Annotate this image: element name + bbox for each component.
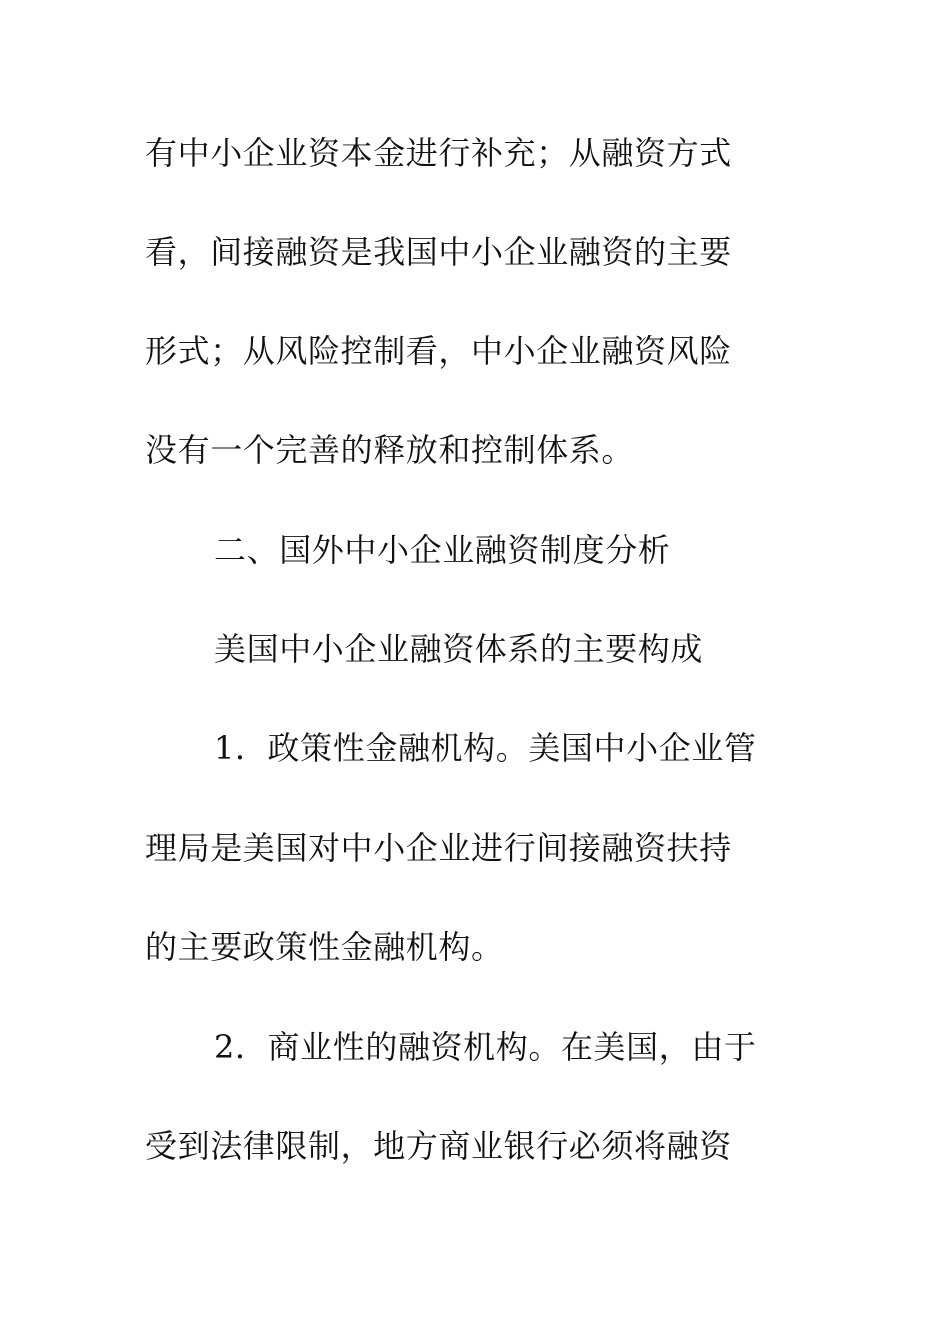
paragraph-line: 没有一个完善的释放和控制体系。 — [145, 431, 635, 469]
paragraph-line: 受到法律限制，地方商业银行必须将融资 — [145, 1127, 732, 1165]
paragraph-line: 看，间接融资是我国中小企业融资的主要 — [145, 233, 732, 271]
paragraph-line: 的主要政策性金融机构。 — [145, 928, 504, 966]
section-heading: 二、国外中小企业融资制度分析 — [214, 531, 671, 569]
paragraph-line: 2．商业性的融资机构。在美国，由于 — [214, 1028, 757, 1066]
paragraph-line: 1．政策性金融机构。美国中小企业管 — [214, 729, 757, 767]
paragraph-line: 形式；从风险控制看，中小企业融资风险 — [145, 332, 732, 370]
paragraph-line: 理局是美国对中小企业进行间接融资扶持 — [145, 829, 732, 867]
subsection-heading: 美国中小企业融资体系的主要构成 — [214, 630, 704, 668]
paragraph-line: 有中小企业资本金进行补充；从融资方式 — [145, 134, 732, 172]
